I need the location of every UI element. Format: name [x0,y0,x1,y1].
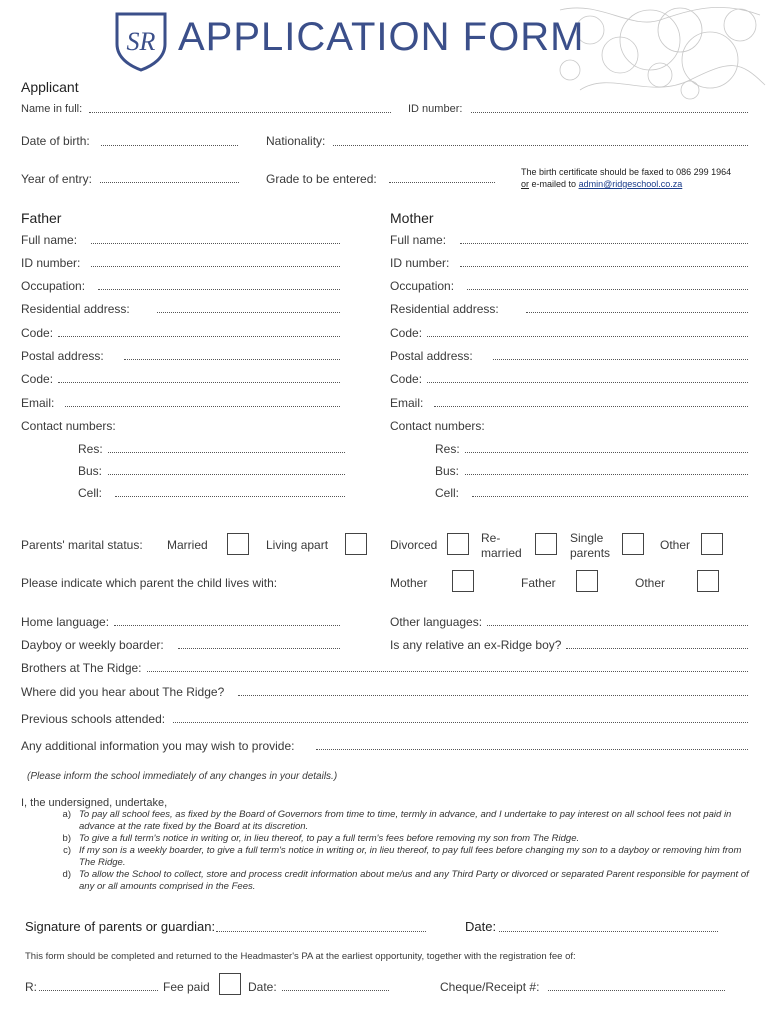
undertaking-item-letter: c) [63,845,71,856]
lives-with-father: Father [521,576,556,590]
undertaking-item-letter: d) [62,869,71,880]
mother-field-input[interactable] [427,336,748,337]
fee-paid-checkbox[interactable] [219,973,241,995]
mother-field-label: Full name: [390,233,447,247]
undertaking-item-text: To pay all school fees, as fixed by the Board of Governors from time to time, termly in advance, and I undertake to pay interest on all school fees not paid in advance at the rate fixed by the Board at its discretion. [79,809,732,832]
single-parents-checkbox[interactable] [622,533,644,555]
signature-date-label: Date: [465,919,497,934]
birth-certificate-note [521,166,731,190]
marital-option-divorced: Divorced [390,538,438,552]
married-checkbox[interactable] [227,533,249,555]
home-language-field[interactable] [114,625,340,626]
id-label: ID number: [408,103,463,115]
cheque-field[interactable] [548,990,725,991]
marital-option-married: Married [167,538,208,552]
brothers-field[interactable] [147,671,748,672]
year-label: Year of entry: [21,172,92,186]
mother-field-input[interactable] [493,359,748,360]
inform-note: (Please inform the school immediately of any changes in your details.) [27,771,338,782]
mother-field-input[interactable] [467,289,748,290]
father-contact-cell-label: Cell: [78,486,103,500]
mother-heading: Mother [390,210,434,226]
mother-contact-res-label: Res: [435,442,460,456]
lives-with-other: Other [635,576,666,590]
grade-field[interactable] [389,182,495,183]
lives-with-mother: Mother [390,576,428,590]
undertaking-item-letter: b) [62,833,71,844]
applicant-heading: Applicant [21,79,79,95]
father-field-label: Residential address: [21,302,130,316]
father-field-input[interactable] [98,289,340,290]
mother-field-label: Code: [390,372,423,386]
undertaking-item [30,809,750,833]
mother-field-input[interactable] [427,382,748,383]
mother-field-input[interactable] [434,406,748,407]
mother-contact-bus-label: Bus: [435,464,460,478]
father-contact-res-field[interactable] [108,452,345,453]
home-language-label: Home language: [21,615,110,629]
undertaking-item-text: If my son is a weekly boarder, to give a full term's notice in writing or, in lieu thereof, to pay full fees before changing my son to a dayboy or removing him from The Ridge. [79,845,742,868]
father-field-label: Email: [21,396,55,410]
brothers-label: Brothers at The Ridge: [21,661,142,675]
fee-paid-label: Fee paid [163,980,210,994]
father-heading: Father [21,210,62,226]
dob-label: Date of birth: [21,134,90,148]
relative-field[interactable] [566,648,748,649]
name-label: Name in full: [21,103,83,115]
previous-schools-field[interactable] [173,722,748,723]
nationality-field[interactable] [333,145,748,146]
mother-field-input[interactable] [460,266,748,267]
father-contact-label: Contact numbers: [21,419,116,433]
footer-date-label: Date: [248,980,277,994]
marital-status-label: Parents' marital status: [21,538,143,552]
father-field-input[interactable] [58,382,340,383]
father-field-label: Occupation: [21,279,86,293]
divorced-checkbox[interactable] [447,533,469,555]
mother-contact-label: Contact numbers: [390,419,485,433]
father-field-label: ID number: [21,256,81,270]
father-field-input[interactable] [91,266,340,267]
note-line1: The birth certificate should be faxed to 086 299 1964 [521,167,732,177]
additional-info-label: Any additional information you may wish to provide: [21,739,295,753]
father-field-label: Postal address: [21,349,104,363]
dayboy-field[interactable] [178,648,340,649]
mother-field-label: Email: [390,396,424,410]
father-field-input[interactable] [65,406,340,407]
additional-info-field[interactable] [316,749,748,750]
lives-with-other-checkbox[interactable] [697,570,719,592]
mother-field-input[interactable] [460,243,748,244]
father-field-input[interactable] [58,336,340,337]
signature-field[interactable] [216,931,426,932]
father-field-label: Code: [21,326,54,340]
mother-contact-cell-label: Cell: [435,486,460,500]
note-line2 [521,178,731,190]
lives-with-father-checkbox[interactable] [576,570,598,592]
previous-schools-label: Previous schools attended: [21,712,166,726]
remarried-checkbox[interactable] [535,533,557,555]
undertaking-item [30,845,750,869]
footer-note: This form should be completed and returned to the Headmaster's PA at the earliest opportunity, together with the registration fee of: [25,951,576,962]
living-apart-checkbox[interactable] [345,533,367,555]
undertaking-item [30,833,750,845]
marital-option-living-apart: Living apart [266,538,329,552]
page-title: APPLICATION FORM [178,15,585,59]
marital-other-checkbox[interactable] [701,533,723,555]
r-field[interactable] [39,990,158,991]
undertaking-intro: I, the undersigned, undertake, [21,797,168,809]
dob-field[interactable] [101,145,238,146]
father-contact-res-label: Res: [78,442,103,456]
father-field-label: Code: [21,372,54,386]
school-logo [114,10,168,72]
mother-field-label: Code: [390,326,423,340]
id-field[interactable] [471,112,748,113]
father-field-input[interactable] [91,243,340,244]
mother-field-label: ID number: [390,256,450,270]
logo-monogram: SR [126,27,156,56]
marital-option-remarried: Re- married [481,531,522,560]
other-languages-label: Other languages: [390,615,483,629]
mother-field-label: Postal address: [390,349,473,363]
mother-field-label: Occupation: [390,279,455,293]
hear-field[interactable] [238,695,748,696]
relative-label: Is any relative an ex-Ridge boy? [390,638,562,652]
lives-with-mother-checkbox[interactable] [452,570,474,592]
father-field-input[interactable] [157,312,340,313]
signature-date-field[interactable] [499,931,718,932]
father-field-label: Full name: [21,233,78,247]
note-or: or [521,179,530,189]
father-contact-bus-field[interactable] [108,474,345,475]
undertaking-item-text: To give a full term's notice in writing or, in lieu thereof, to pay a full term's fees before removing my son from The Ridge. [79,833,580,844]
signature-label: Signature of parents or guardian: [25,919,216,934]
name-field[interactable] [89,112,391,113]
r-label: R: [25,980,37,994]
cheque-label: Cheque/Receipt #: [440,980,540,994]
father-contact-cell-field[interactable] [115,496,345,497]
marital-option-single-parents: Single parents [570,531,611,560]
father-field-input[interactable] [124,359,340,360]
mother-contact-res-field[interactable] [465,452,748,453]
grade-label: Grade to be entered: [266,172,377,186]
mother-field-label: Residential address: [390,302,499,316]
mother-field-input[interactable] [526,312,748,313]
note-emailed: e-mailed to [531,179,577,189]
undertaking-item-letter: a) [62,809,71,820]
year-field[interactable] [100,182,239,183]
lives-with-label: Please indicate which parent the child lives with: [21,576,278,590]
mother-contact-cell-field[interactable] [472,496,748,497]
other-languages-field[interactable] [487,625,748,626]
father-contact-bus-label: Bus: [78,464,103,478]
footer-date-field[interactable] [282,990,389,991]
note-email-link[interactable]: admin@ridgeschool.co.za [578,179,683,189]
nationality-label: Nationality: [266,134,326,148]
undertaking-item [30,869,750,893]
mother-contact-bus-field[interactable] [465,474,748,475]
hear-label: Where did you hear about The Ridge? [21,685,225,699]
undertaking-item-text: To allow the School to collect, store and process credit information about me/us and any Third Party or divorced or separated Parent responsible for payment of any or all amounts comprised in the Fees. [79,869,749,892]
marital-option-other: Other [660,538,691,552]
undertaking-list [30,809,750,893]
dayboy-label: Dayboy or weekly boarder: [21,638,164,652]
